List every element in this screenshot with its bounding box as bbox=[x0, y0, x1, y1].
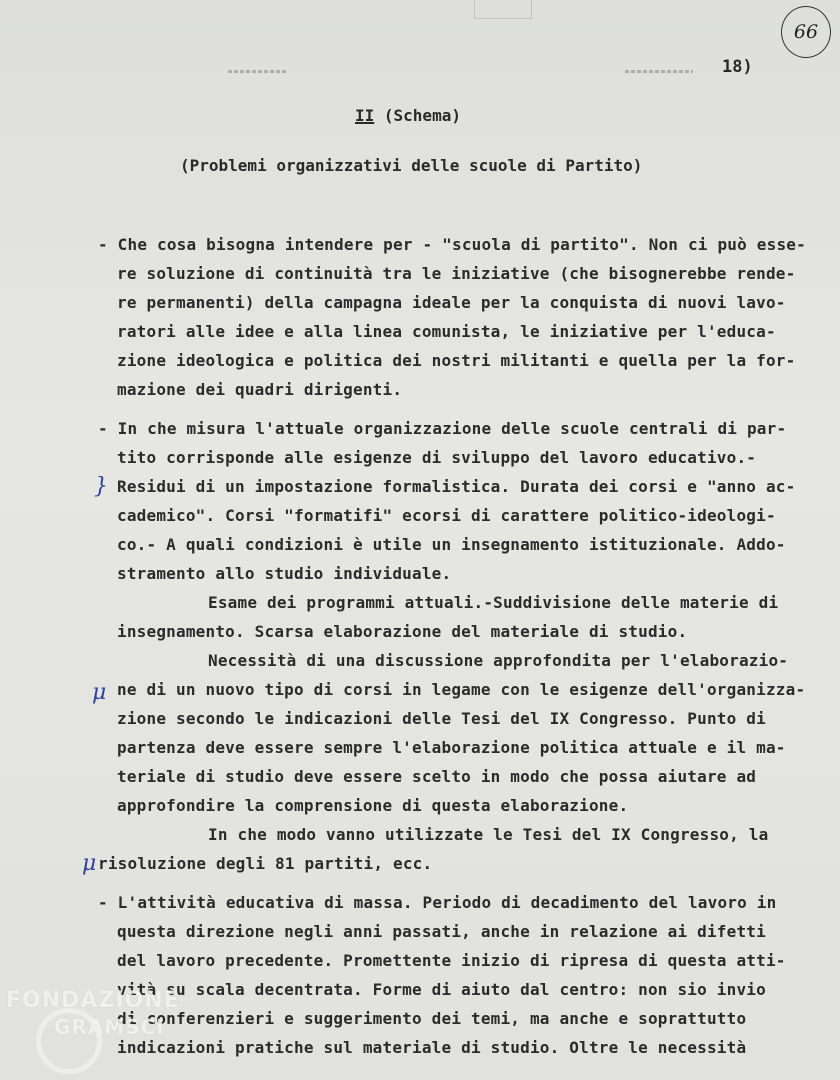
text-line: questa direzione negli anni passati, anche in relazione ai difetti bbox=[117, 922, 766, 941]
archive-watermark bbox=[6, 988, 180, 1039]
top-edge-mark bbox=[474, 0, 532, 19]
watermark-line1: FONDAZIONE bbox=[6, 988, 180, 1013]
margin-annotation: μ bbox=[82, 851, 97, 876]
text-line: vità su scala decentrata. Forme di aiuto dal centro: non sio invio bbox=[117, 980, 766, 999]
text-line: partenza deve essere sempre l'elaborazione politica attuale e il ma- bbox=[117, 738, 786, 757]
text-line: risoluzione degli 81 partiti, ecc. bbox=[98, 854, 433, 873]
text-line: ratori alle idee e alla linea comunista, le iniziative per l'educa- bbox=[117, 322, 776, 341]
text-line: - In che misura l'attuale organizzazione delle scuole centrali di par- bbox=[98, 419, 787, 438]
text-line: di conferenzieri e suggerimento dei temi, ma anche e soprattutto bbox=[117, 1009, 747, 1028]
text-line: Necessità di una discussione approfondita per l'elaborazio- bbox=[208, 651, 789, 670]
text-line: zione secondo le indicazioni delle Tesi del IX Congresso. Punto di bbox=[117, 709, 766, 728]
text-line: indicazioni pratiche sul materiale di studio. Oltre le necessità bbox=[117, 1038, 747, 1057]
text-line: mazione dei quadri dirigenti. bbox=[117, 380, 403, 399]
header-smudge-right bbox=[625, 70, 693, 73]
text-line: - L'attività educativa di massa. Periodo di decadimento del lavoro in bbox=[98, 893, 777, 912]
section-label: (Schema) bbox=[374, 106, 461, 125]
header-smudge-left bbox=[228, 70, 286, 73]
text-line: del lavoro precedente. Promettente inizio di ripresa di questa atti- bbox=[117, 951, 786, 970]
text-line: Residui di un impostazione formalistica. Durata dei corsi e "anno ac- bbox=[117, 477, 796, 496]
text-line: - Che cosa bisogna intendere per - "scuola di partito". Non ci può esse- bbox=[98, 235, 806, 254]
text-line: stramento allo studio individuale. bbox=[117, 564, 452, 583]
text-line: Esame dei programmi attuali.-Suddivisione delle materie di bbox=[208, 593, 779, 612]
margin-annotation: μ bbox=[92, 680, 107, 705]
text-line: co.- A quali condizioni è utile un insegnamento istituzionale. Addo- bbox=[117, 535, 786, 554]
folio-number: 18) bbox=[722, 57, 753, 77]
text-line: insegnamento. Scarsa elaborazione del materiale di studio. bbox=[117, 622, 688, 641]
watermark-logo-icon bbox=[36, 1008, 102, 1074]
text-line: tito corrisponde alle esigenze di sviluppo del lavoro educativo.- bbox=[117, 448, 757, 467]
section-subtitle: (Problemi organizzativi delle scuole di Partito) bbox=[180, 156, 643, 175]
margin-annotation: } bbox=[94, 474, 108, 499]
text-line: ne di un nuovo tipo di corsi in legame con le esigenze dell'organizza- bbox=[117, 680, 806, 699]
archive-page-number: 66 bbox=[781, 6, 831, 58]
text-line: teriale di studio deve essere scelto in modo che possa aiutare ad bbox=[117, 767, 757, 786]
text-line: re permanenti) della campagna ideale per la conquista di nuovi lavo- bbox=[117, 293, 786, 312]
text-line: approfondire la comprensione di questa elaborazione. bbox=[117, 796, 629, 815]
text-line: cademico". Corsi "formatifi" ecorsi di carattere politico-ideologi- bbox=[117, 506, 776, 525]
section-heading bbox=[355, 106, 461, 125]
section-number: II bbox=[355, 106, 375, 125]
text-line: zione ideologica e politica dei nostri militanti e quella per la for- bbox=[117, 351, 796, 370]
text-line: re soluzione di continuità tra le iniziative (che bisognerebbe rende- bbox=[117, 264, 796, 283]
watermark-line2: GRAMSCI bbox=[54, 1015, 165, 1039]
text-line: In che modo vanno utilizzate le Tesi del IX Congresso, la bbox=[208, 825, 769, 844]
